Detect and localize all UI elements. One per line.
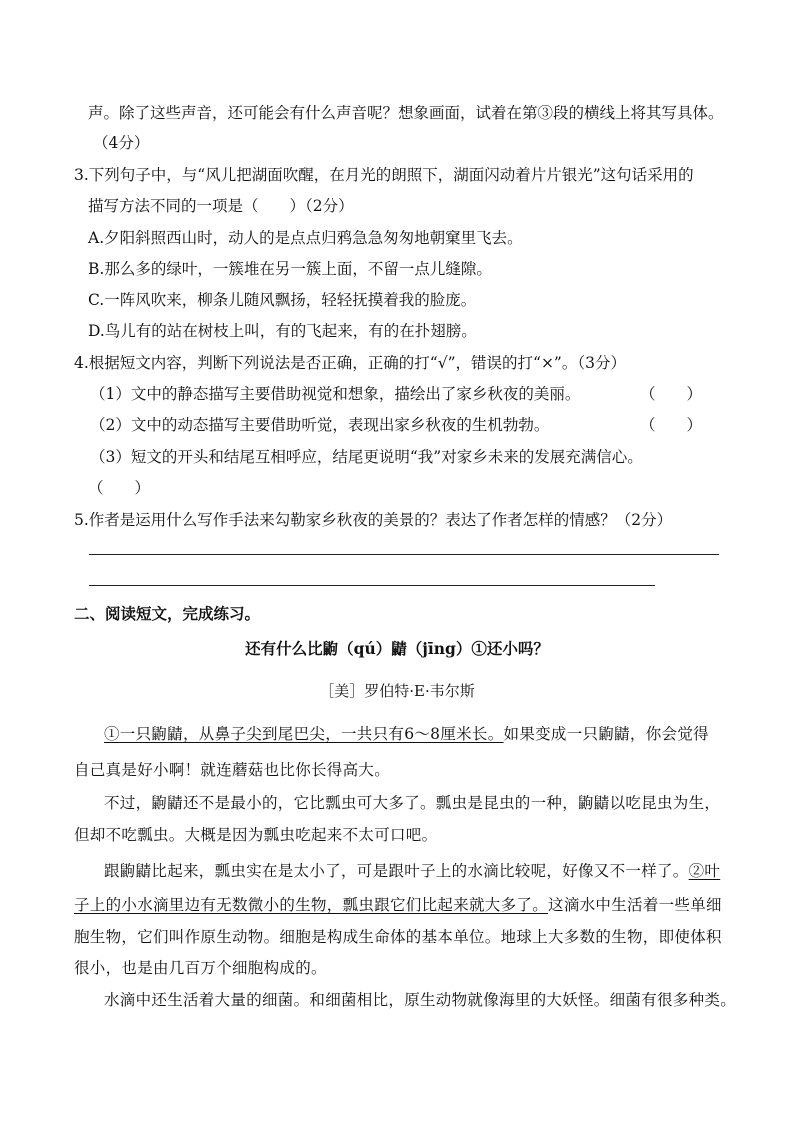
q4-item-3-answer-paren[interactable]: （ ） <box>88 479 151 497</box>
passage-paragraph-3-line-2 <box>74 893 722 915</box>
q3-stem-line1: 3.下列句子中，与“风儿把湖面吹醒，在月光的朗照下，湖面闪动着片片银光”这句话采用的 <box>74 166 694 184</box>
q3-stem-line2: 描写方法不同的一项是（ ）（2分） <box>88 197 354 215</box>
passage-paragraph-1-line-1 <box>104 722 709 744</box>
q3-option-b: B.那么多的绿叶，一簇堆在另一簇上面，不留一点儿缝隙。 <box>88 260 492 278</box>
paragraph-1-rest: 如果变成一只鼩鼱，你会觉得 <box>503 725 709 743</box>
paragraph-3-plain: 跟鼩鼱比起来，瓢虫实在是太小了，可是跟叶子上的水滴比较呢，好像又不一样了。 <box>104 862 689 880</box>
q4-item-1: （1）文中的静态描写主要借助视觉和想象，描绘出了家乡秋夜的美丽。 <box>90 385 581 403</box>
paragraph-3-line-2-rest: 这滴水中生活着一些单细 <box>548 896 722 914</box>
section-heading: 二、阅读短文，完成练习。 <box>74 604 261 623</box>
passage-paragraph-2-line-2: 但却不吃瓢虫。大概是因为瓢虫吃起来不太可口吧。 <box>74 826 438 844</box>
passage-author: ［美］罗伯特·E·韦尔斯 <box>319 682 475 700</box>
underlined-sentence-2-end: 子上的小水滴里边有无数微小的生物，瓢虫跟它们比起来就大多了。 <box>74 896 549 914</box>
q3-option-a: A.夕阳斜照西山时，动人的是点点归鸦急急匆匆地朝窠里飞去。 <box>88 229 523 247</box>
passage-paragraph-3-line-1 <box>104 859 720 881</box>
q2-continuation: 声。除了这些声音，还可能会有什么声音呢？想象画面，试着在第③段的横线上将其写具体。 <box>88 104 724 122</box>
passage-paragraph-2-line-1: 不过，鼩鼱还不是最小的，它比瓢虫可大多了。瓢虫是昆虫的一种，鼩鼱以吃昆虫为生， <box>104 794 721 812</box>
passage-paragraph-4-line-1: 水滴中还生活着大量的细菌。和细菌相比，原生动物就像海里的大妖怪。细菌有很多种类。 <box>104 991 737 1009</box>
q5-answer-line-1[interactable] <box>89 554 719 555</box>
q4-item-1-answer-paren[interactable]: （ ） <box>640 385 703 403</box>
q4-item-2: （2）文中的动态描写主要借助听觉，表现出家乡秋夜的生机勃勃。 <box>90 416 550 434</box>
q5-answer-line-2[interactable] <box>89 585 655 586</box>
q4-stem: 4.根据短文内容，判断下列说法是否正确，正确的打“√”，错误的打“×”。（3分） <box>74 354 626 372</box>
q2-score: （4分） <box>93 134 150 152</box>
q4-item-2-answer-paren[interactable]: （ ） <box>640 416 703 434</box>
passage-paragraph-1-line-2: 自己真是好小啊！就连蘑菇也比你长得高大。 <box>74 761 391 779</box>
q5-stem: 5.作者是运用什么写作手法来勾勒家乡秋夜的美景的？表达了作者怎样的情感？（2分） <box>74 511 673 529</box>
q3-option-c: C.一阵风吹来，柳条儿随风飘扬，轻轻抚摸着我的脸庞。 <box>88 291 477 309</box>
passage-title: 还有什么比鼩（qú）鼱（jīng）①还小吗？ <box>245 639 549 658</box>
passage-paragraph-3-line-3: 胞生物，它们叫作原生动物。细胞是构成生命体的基本单位。地球上大多数的生物，即使体积 <box>74 928 722 946</box>
q4-item-3: （3）短文的开头和结尾互相呼应，结尾更说明“我”对家乡未来的发展充满信心。 <box>90 448 643 466</box>
underlined-sentence-2-start: ②叶 <box>688 862 721 880</box>
passage-paragraph-3-line-4: 很小，也是由几百万个细胞构成的。 <box>74 959 327 977</box>
underlined-sentence-1: ①一只鼩鼱，从鼻子尖到尾巴尖，一共只有6～8厘米长。 <box>104 725 504 743</box>
q3-option-d: D.鸟儿有的站在树枝上叫，有的飞起来，有的在扑翅膀。 <box>88 322 477 340</box>
